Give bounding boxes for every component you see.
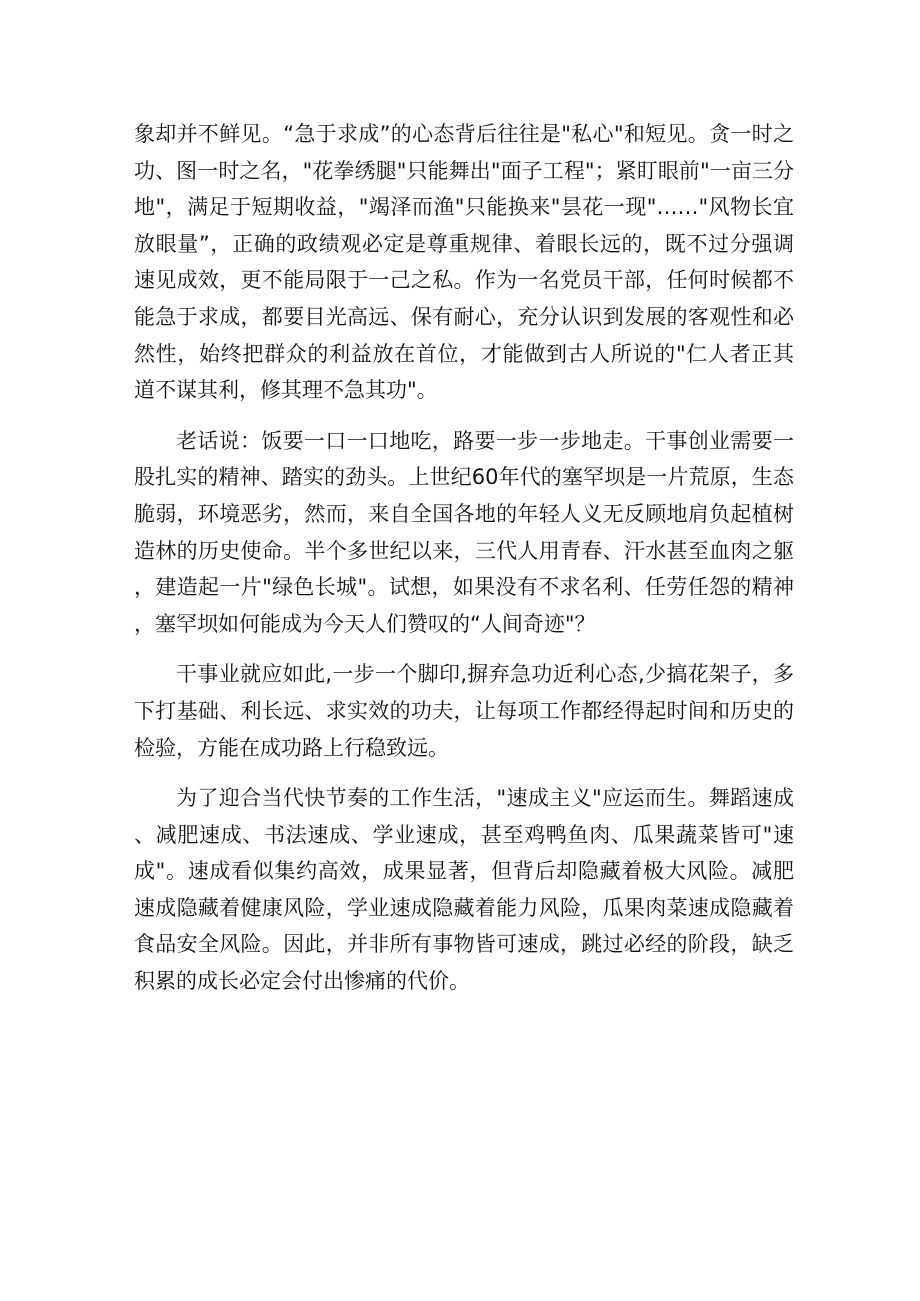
document-body [134,116,794,1014]
paragraph-3: 干事业就应如此,一步一个脚印,摒弃急功近利心态,少搞花架子，多下打基础、利长远、求实效的功夫，让每项工作都经得起时间和历史的检验，方能在成功路上行稳致远。 [134,662,794,760]
paragraph-4: 为了迎合当代快节奏的工作生活，"速成主义"应运而生。舞蹈速成、减肥速成、书法速成、学业速成，甚至鸡鸭鱼肉、瓜果蔬菜皆可"速成"。速成看似集约高效，成果显著，但背后却隐藏着极大风险。减肥速成隐藏着健康风险，学业速成隐藏着能力风险，瓜果肉菜速成隐藏着食品安全风险。因此，并非所有事物皆可速成，跳过必经的阶段，缺乏积累的成长必定会付出惨痛的代价。 [134,786,794,994]
paragraph-2: 老话说：饭要一口一口地吃，路要一步一步地走。干事创业需要一股扎实的精神、踏实的劲头。上世纪60年代的塞罕坝是一片荒原，生态脆弱，环境恶劣，然而，来自全国各地的年轻人义无反顾地肩负起植树造林的历史使命。半个多世纪以来，三代人用青春、汗水甚至血肉之躯，建造起一片"绿色长城"。试想，如果没有不求名利、任劳任怨的精神，塞罕坝如何能成为今天人们赞叹的“人间奇迹"？ [134,428,794,636]
paragraph-1: 象却并不鲜见。“急于求成”的心态背后往往是"私心"和短见。贪一时之功、图一时之名，"花拳绣腿"只能舞出"面子工程"；紧盯眼前"一亩三分地"，满足于短期收益，"竭泽而渔"只能换来"昙花一现"……"风物长宜放眼量”，正确的政绩观必定是尊重规律、着眼长远的，既不过分强调速见成效，更不能局限于一己之私。作为一名党员干部，任何时候都不能急于求成，都要目光高远、保有耐心，充分认识到发展的客观性和必然性，始终把群众的利益放在首位，才能做到古人所说的"仁人者正其道不谋其利，修其理不急其功"。 [134,122,794,403]
